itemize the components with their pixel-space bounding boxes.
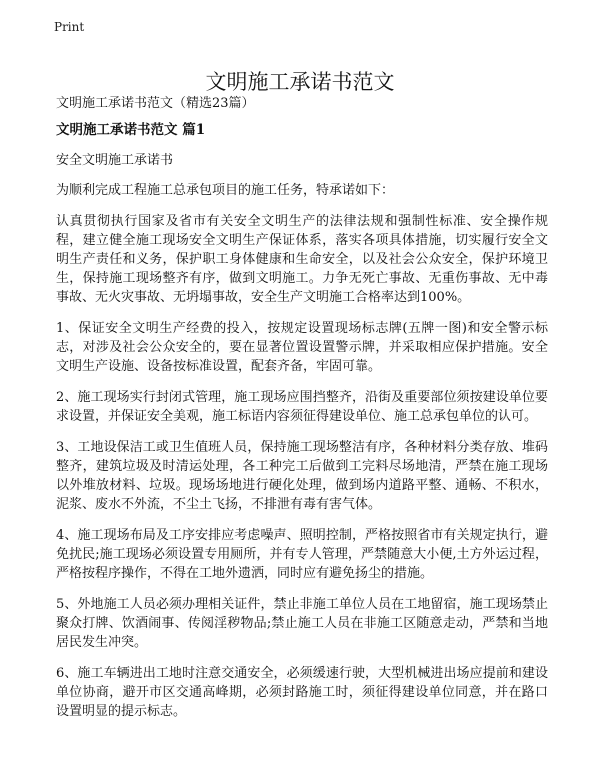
body-paragraph: 1、保证安全文明生产经费的投入，按规定设置现场标志牌(五牌一图)和安全警示标志，对涉及社会公众安全的，要在显著位置设置警示牌，并采取相应保护措施。安全文明生产设施、设备按标准设置，配套齐备，牢固可靠。 <box>56 321 548 374</box>
page-title: 文明施工承诺书范文 <box>205 70 395 95</box>
body-paragraph: 4、施工现场布局及工序安排应考虑噪声、照明控制，严格按照省市有关规定执行，避免扰民;施工现场必须设置专用厕所，并有专人管理，严禁随意大小便,土方外运过程，严格按程序操作，不得在工地外遗洒，同时应有避免扬尘的措施。 <box>56 528 548 581</box>
body-paragraph: 5、外地施工人员必须办理相关证件，禁止非施工单位人员在工地留宿，施工现场禁止聚众打牌、饮酒闹事、传阅淫秽物品;禁止施工人员在非施工区随意走动，严禁和当地居民发生冲突。 <box>56 597 548 650</box>
document-body <box>56 94 548 721</box>
intro-paragraph: 为顺利完成工程施工总承包项目的施工任务，特承诺如下： <box>56 183 395 198</box>
section-heading: 文明施工承诺书范文 篇1 <box>56 122 206 138</box>
body-paragraph: 3、工地设保洁工或卫生值班人员，保持施工现场整洁有序，各种材料分类存放、堆码整齐，建筑垃圾及时清运处理，各工种完工后做到工完料尽场地清，严禁在施工现场以外堆放材料、垃圾。现场场地进行硬化处理，做到场内道路平整、通畅、不积水，泥浆、废水不外流，不尘土飞扬，不排泄有毒有害气体。 <box>56 440 548 512</box>
body-paragraph: 6、施工车辆进出工地时注意交通安全，必须缓速行驶，大型机械进出场应提前和建设单位协商，避开市区交通高峰期，必须封路施工时，须征得建设单位同意，并在路口设置明显的提示标志。 <box>56 666 548 719</box>
document-subtitle: 文明施工承诺书范文（精选23篇） <box>56 96 255 111</box>
body-paragraph: 认真贯彻执行国家及省市有关安全文明生产的法律法规和强制性标准、安全操作规程，建立健全施工现场安全文明生产保证体系，落实各项具体措施，切实履行安全文明生产责任和义务，保护职工身体健康和生命安全，以及社会公众安全，保护环境卫生，保持施工现场整齐有序，做到文明施工。力争无死亡事故、无重伤事故、无中毒事故、无火灾事故、无坍塌事故，安全生产文明施工合格率达到100%。 <box>56 214 548 305</box>
document-heading: 安全文明施工承诺书 <box>56 153 174 168</box>
body-paragraph: 2、施工现场实行封闭式管理，施工现场应围挡整齐，沿街及重要部位须按建设单位要求设置，并保证安全美观，施工标语内容须征得建设单位、施工总承包单位的认可。 <box>56 390 548 424</box>
print-label: Print <box>54 20 85 34</box>
